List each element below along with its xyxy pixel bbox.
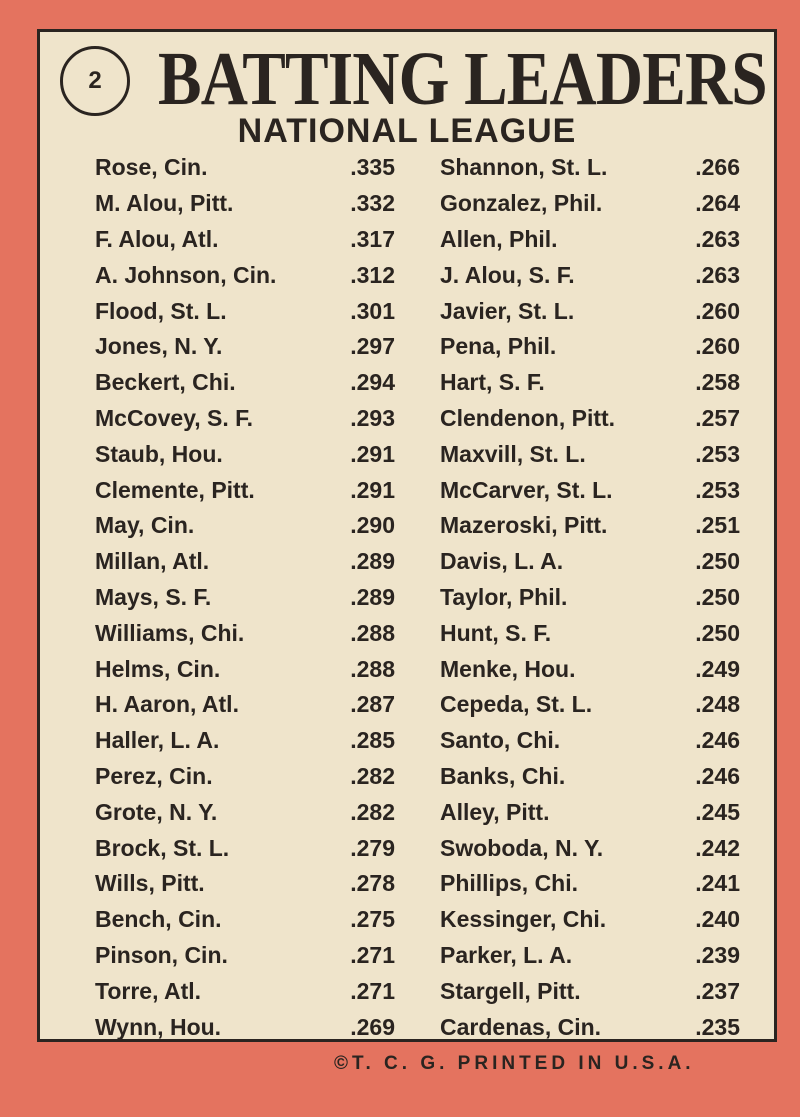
leader-row (440, 1009, 740, 1045)
leader-row (95, 938, 395, 974)
leader-row (440, 293, 740, 329)
batting-average: .275 (350, 906, 395, 933)
player-name: Perez, Cin. (95, 762, 213, 789)
batting-average: .240 (695, 906, 740, 933)
batting-average: .335 (350, 154, 395, 181)
batting-average: .266 (695, 154, 740, 181)
batting-average: .285 (350, 727, 395, 754)
leader-row (440, 544, 740, 580)
batting-average: .249 (695, 655, 740, 682)
card-number: 2 (60, 46, 130, 116)
batting-average: .253 (695, 476, 740, 503)
leader-row (95, 687, 395, 723)
player-name: Parker, L. A. (440, 941, 573, 968)
leader-row (440, 401, 740, 437)
leader-row (95, 866, 395, 902)
leader-row (95, 472, 395, 508)
batting-average: .291 (350, 476, 395, 503)
batting-average: .260 (695, 297, 740, 324)
player-name: Banks, Chi. (440, 762, 566, 789)
batting-average: .250 (695, 548, 740, 575)
batting-average: .291 (350, 440, 395, 467)
player-name: Hart, S. F. (440, 369, 545, 396)
batting-average: .287 (350, 691, 395, 718)
batting-average: .250 (695, 619, 740, 646)
player-name: Grote, N. Y. (95, 798, 218, 825)
leader-row (95, 830, 395, 866)
batting-average: .278 (350, 870, 395, 897)
player-name: Stargell, Pitt. (440, 977, 581, 1004)
batting-average: .237 (695, 977, 740, 1004)
batting-average: .288 (350, 619, 395, 646)
player-name: Clendenon, Pitt. (440, 404, 616, 431)
leader-row (95, 759, 395, 795)
leader-row (440, 580, 740, 616)
batting-average: .271 (350, 941, 395, 968)
batting-average: .289 (350, 548, 395, 575)
player-name: Menke, Hou. (440, 655, 576, 682)
leader-row (95, 615, 395, 651)
leader-row (95, 401, 395, 437)
player-name: M. Alou, Pitt. (95, 190, 234, 217)
card-panel (37, 29, 777, 1042)
player-name: Jones, N. Y. (95, 333, 223, 360)
leader-row (440, 615, 740, 651)
leader-row (95, 508, 395, 544)
leader-row (95, 651, 395, 687)
right-leaders-column (440, 150, 740, 1045)
leader-row (440, 687, 740, 723)
player-name: Taylor, Phil. (440, 583, 568, 610)
leader-row (440, 222, 740, 258)
player-name: H. Aaron, Atl. (95, 691, 239, 718)
player-name: Maxvill, St. L. (440, 440, 586, 467)
leader-row (95, 1009, 395, 1045)
player-name: Mays, S. F. (95, 583, 212, 610)
batting-average: .246 (695, 727, 740, 754)
batting-average: .253 (695, 440, 740, 467)
player-name: Allen, Phil. (440, 225, 558, 252)
batting-average: .245 (695, 798, 740, 825)
player-name: Alley, Pitt. (440, 798, 550, 825)
leader-row (95, 222, 395, 258)
player-name: Pinson, Cin. (95, 941, 228, 968)
player-name: Flood, St. L. (95, 297, 227, 324)
batting-average: .250 (695, 583, 740, 610)
leader-row (95, 293, 395, 329)
leader-row (95, 365, 395, 401)
player-name: Mazeroski, Pitt. (440, 512, 608, 539)
leader-row (95, 902, 395, 938)
batting-average: .293 (350, 404, 395, 431)
player-name: Williams, Chi. (95, 619, 245, 646)
leader-row (440, 794, 740, 830)
leader-row (95, 723, 395, 759)
batting-average: .241 (695, 870, 740, 897)
batting-average: .317 (350, 225, 395, 252)
player-name: J. Alou, S. F. (440, 261, 575, 288)
batting-average: .279 (350, 834, 395, 861)
leader-row (440, 257, 740, 293)
player-name: F. Alou, Atl. (95, 225, 219, 252)
leader-row (440, 651, 740, 687)
leader-row (440, 902, 740, 938)
leader-row (440, 973, 740, 1009)
player-name: May, Cin. (95, 512, 195, 539)
player-name: Shannon, St. L. (440, 154, 608, 181)
player-name: Haller, L. A. (95, 727, 220, 754)
player-name: Javier, St. L. (440, 297, 575, 324)
left-leaders-column (95, 150, 395, 1045)
leader-row (440, 723, 740, 759)
batting-average: .288 (350, 655, 395, 682)
leader-row (440, 329, 740, 365)
leader-row (440, 938, 740, 974)
batting-average: .297 (350, 333, 395, 360)
batting-average: .246 (695, 762, 740, 789)
leader-row (440, 759, 740, 795)
player-name: McCarver, St. L. (440, 476, 613, 503)
batting-average: .248 (695, 691, 740, 718)
player-name: Clemente, Pitt. (95, 476, 255, 503)
leader-row (440, 365, 740, 401)
leader-row (95, 150, 395, 186)
leader-row (95, 329, 395, 365)
player-name: Pena, Phil. (440, 333, 557, 360)
player-name: McCovey, S. F. (95, 404, 254, 431)
batting-average: .260 (695, 333, 740, 360)
copyright-footer: ©T. C. G. PRINTED IN U.S.A. (334, 1053, 695, 1074)
player-name: Torre, Atl. (95, 977, 202, 1004)
player-name: Wynn, Hou. (95, 1013, 222, 1040)
player-name: Gonzalez, Phil. (440, 190, 603, 217)
batting-average: .251 (695, 512, 740, 539)
batting-average: .289 (350, 583, 395, 610)
leader-row (95, 257, 395, 293)
player-name: Santo, Chi. (440, 727, 561, 754)
leader-row (440, 150, 740, 186)
batting-average: .235 (695, 1013, 740, 1040)
player-name: Rose, Cin. (95, 154, 208, 181)
batting-average: .271 (350, 977, 395, 1004)
player-name: Helms, Cin. (95, 655, 221, 682)
batting-average: .282 (350, 798, 395, 825)
player-name: Cardenas, Cin. (440, 1013, 602, 1040)
batting-average: .263 (695, 261, 740, 288)
batting-average: .264 (695, 190, 740, 217)
player-name: A. Johnson, Cin. (95, 261, 277, 288)
player-name: Swoboda, N. Y. (440, 834, 604, 861)
batting-average: .257 (695, 404, 740, 431)
player-name: Staub, Hou. (95, 440, 223, 467)
player-name: Bench, Cin. (95, 906, 222, 933)
player-name: Wills, Pitt. (95, 870, 205, 897)
player-name: Millan, Atl. (95, 548, 210, 575)
leader-row (440, 186, 740, 222)
player-name: Hunt, S. F. (440, 619, 552, 646)
player-name: Beckert, Chi. (95, 369, 236, 396)
leader-row (440, 436, 740, 472)
leader-row (440, 830, 740, 866)
batting-average: .269 (350, 1013, 395, 1040)
player-name: Cepeda, St. L. (440, 691, 593, 718)
leader-row (95, 580, 395, 616)
card-subtitle: NATIONAL LEAGUE (237, 112, 577, 150)
leader-row (440, 508, 740, 544)
batting-average: .290 (350, 512, 395, 539)
player-name: Phillips, Chi. (440, 870, 579, 897)
batting-average: .294 (350, 369, 395, 396)
card-title: BATTING LEADERS (158, 37, 767, 121)
batting-average: .332 (350, 190, 395, 217)
leader-row (95, 186, 395, 222)
player-name: Davis, L. A. (440, 548, 564, 575)
leader-row (440, 866, 740, 902)
player-name: Kessinger, Chi. (440, 906, 607, 933)
leader-row (95, 794, 395, 830)
leader-row (95, 436, 395, 472)
leader-row (95, 973, 395, 1009)
batting-average: .263 (695, 225, 740, 252)
batting-average: .242 (695, 834, 740, 861)
batting-average: .312 (350, 261, 395, 288)
batting-average: .239 (695, 941, 740, 968)
leader-row (95, 544, 395, 580)
batting-average: .282 (350, 762, 395, 789)
batting-average: .301 (350, 297, 395, 324)
leader-row (440, 472, 740, 508)
batting-average: .258 (695, 369, 740, 396)
player-name: Brock, St. L. (95, 834, 230, 861)
